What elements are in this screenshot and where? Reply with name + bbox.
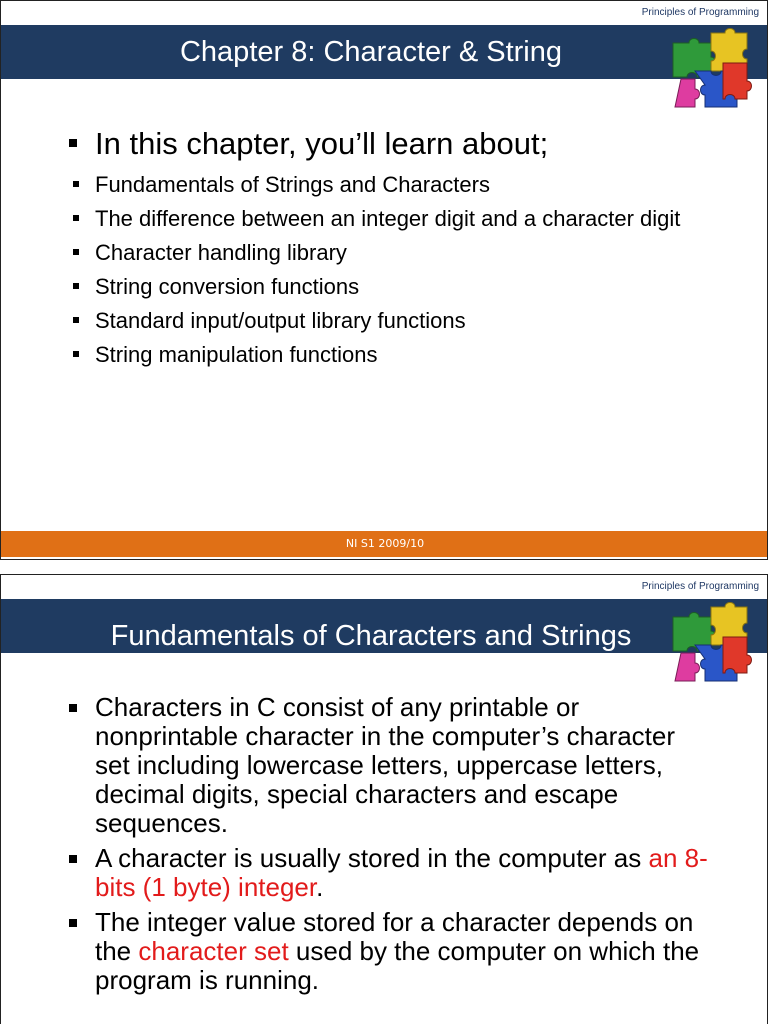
- slide-gap: [0, 560, 768, 574]
- title-bar: [1, 25, 768, 79]
- sub-bullet: Standard input/output library functions: [63, 307, 703, 334]
- puzzle-icon: [665, 25, 757, 115]
- slide-2: [0, 574, 768, 1024]
- puzzle-icon: [665, 599, 757, 689]
- slide-2-content: [63, 693, 713, 1001]
- bullet-text: A character is usually stored in the computer as: [95, 843, 649, 873]
- bullet-text: The integer value stored for a character depends on the: [95, 907, 694, 966]
- course-header: Principles of Programming: [641, 581, 759, 592]
- course-header: Principles of Programming: [641, 7, 759, 18]
- sub-bullet: String manipulation functions: [63, 341, 703, 368]
- bullet-integer-value: [63, 908, 713, 995]
- slide-1-content: [63, 125, 703, 375]
- highlight-text: character set: [138, 936, 289, 966]
- title-bar: [1, 599, 768, 653]
- bullet-text: .: [316, 872, 324, 902]
- highlight-text: an 8-bits (1 byte) integer: [95, 843, 708, 902]
- sub-bullet: String conversion functions: [63, 273, 703, 300]
- sub-bullet: The difference between an integer digit and a character digit: [63, 205, 703, 232]
- sub-bullet-list: [63, 171, 703, 368]
- bullet-text: used by the computer on which the program is running.: [95, 936, 700, 995]
- slide-title: Chapter 8: Character & String: [179, 36, 562, 68]
- sub-bullet: Fundamentals of Strings and Characters: [63, 171, 703, 198]
- footer-bar: NI S1 2009/10: [1, 531, 768, 557]
- slide-title: Fundamentals of Characters and Strings: [110, 620, 632, 652]
- main-bullet: In this chapter, you’ll learn about;: [63, 125, 703, 163]
- bullet-characters: Characters in C consist of any printable or nonprintable character in the computer’s character set including lowercase letters, uppercase letters, decimal digits, special characters and escape sequences.: [63, 693, 713, 838]
- sub-bullet: Character handling library: [63, 239, 703, 266]
- bullet-storage: [63, 844, 713, 902]
